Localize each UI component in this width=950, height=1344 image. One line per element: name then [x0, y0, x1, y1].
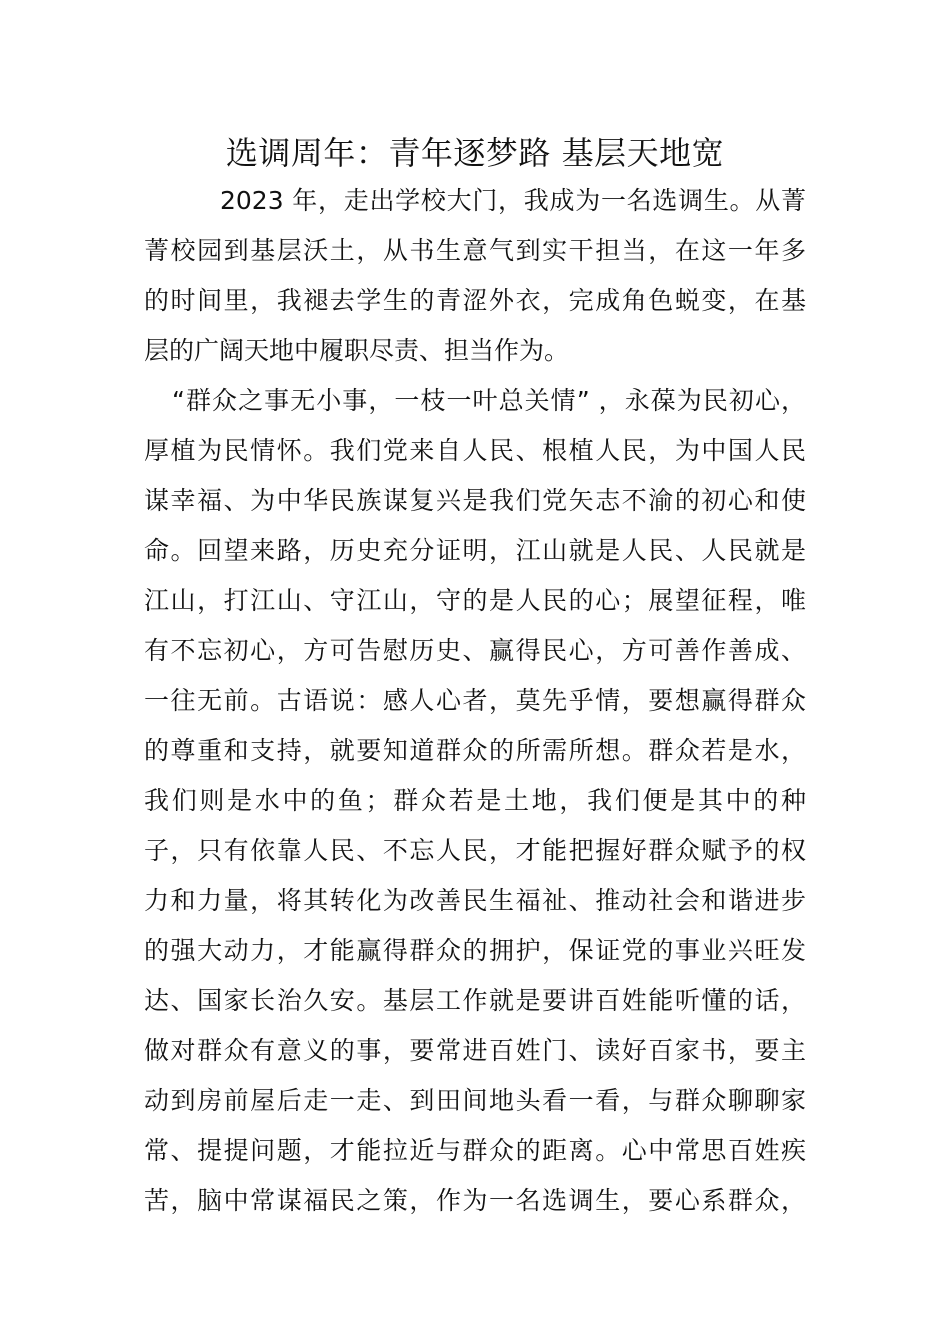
paragraph-line: 的强大动力，才能赢得群众的拥护，保证党的事业兴旺发: [144, 936, 806, 965]
paragraph-line: “群众之事无小事，一枝一叶总关情” ，永葆为民初心，: [172, 386, 806, 415]
paragraph-line: 动到房前屋后走一走、到田间地头看一看，与群众聊聊家: [144, 1086, 806, 1115]
paragraph-line: 菁校园到基层沃土，从书生意气到实干担当，在这一年多: [144, 236, 806, 265]
paragraph-line: 的尊重和支持，就要知道群众的所需所想。群众若是水，: [144, 736, 806, 765]
paragraph-line: 子，只有依靠人民、不忘人民，才能把握好群众赋予的权: [144, 836, 806, 865]
paragraph-line: 谋幸福、为中华民族谋复兴是我们党矢志不渝的初心和使: [144, 486, 806, 515]
document-title: 选调周年：青年逐梦路 基层天地宽: [225, 134, 725, 172]
paragraph-line: 有不忘初心，方可告慰历史、赢得民心，方可善作善成、: [144, 636, 806, 665]
paragraph-line: 常、提提问题，才能拉近与群众的距离。心中常思百姓疾: [144, 1136, 806, 1165]
paragraph-line: 的时间里，我褪去学生的青涩外衣，完成角色蜕变，在基: [144, 286, 806, 315]
paragraph-line: 苦，脑中常谋福民之策，作为一名选调生，要心系群众，: [144, 1186, 806, 1215]
paragraph-line: 力和力量，将其转化为改善民生福祉、推动社会和谐进步: [144, 886, 806, 915]
paragraph-line: 达、国家长治久安。基层工作就是要讲百姓能听懂的话，: [144, 986, 806, 1015]
paragraph-line: 做对群众有意义的事，要常进百姓门、读好百家书，要主: [144, 1036, 806, 1065]
paragraph-2: [144, 376, 806, 1226]
document-body: [144, 176, 806, 1226]
paragraph-1: [144, 176, 806, 376]
paragraph-line: 我们则是水中的鱼；群众若是土地，我们便是其中的种: [144, 786, 806, 815]
paragraph-line: 命。回望来路，历史充分证明，江山就是人民、人民就是: [144, 536, 806, 565]
paragraph-line: 江山，打江山、守江山，守的是人民的心；展望征程，唯: [144, 586, 806, 615]
paragraph-line: 一往无前。古语说：感人心者，莫先乎情，要想赢得群众: [144, 686, 806, 715]
paragraph-line: 2023 年，走出学校大门，我成为一名选调生。从菁: [220, 186, 806, 215]
paragraph-line: 厚植为民情怀。我们党来自人民、根植人民，为中国人民: [144, 436, 806, 465]
paragraph-line: 层的广阔天地中履职尽责、担当作为。: [144, 336, 570, 365]
